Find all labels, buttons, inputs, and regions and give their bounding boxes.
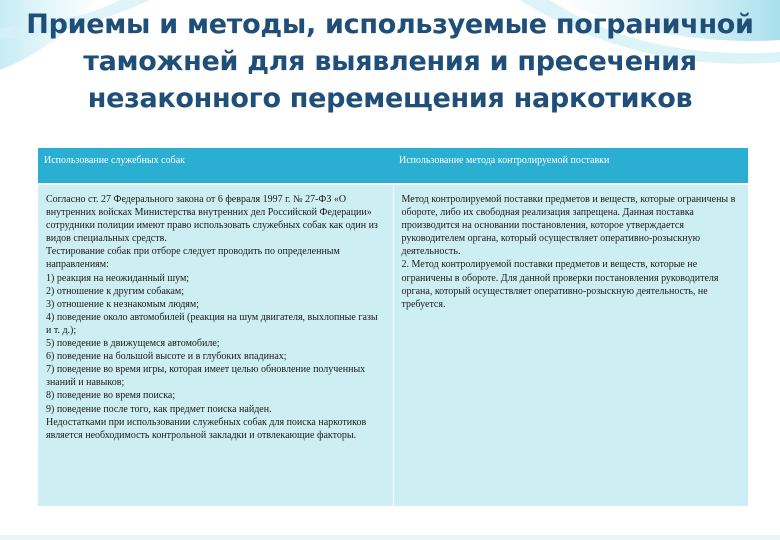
dogs-testing-intro: Тестирование собак при отборе следует проводить по определенным направлениям: (46, 246, 340, 271)
comparison-table (38, 148, 748, 506)
table-header-row (38, 148, 748, 184)
dogs-legal-basis: Согласно ст. 27 Федерального закона от 6 февраля 1997 г. № 27-ФЗ «О внутренних войсках Министерства внутренних дел Российской Федерации» сотрудники полиции имеют право использовать служебных собак как один из видов специальных средств. (46, 194, 378, 245)
dogs-test-item: 6) поведение на большой высоте и в глубоких впадинах; (46, 351, 287, 363)
cell-controlled-delivery (393, 184, 748, 506)
dogs-test-item: 1) реакция на неожиданный шум; (46, 272, 190, 284)
dogs-test-item: 7) поведение во время игры, которая имеет целью обновление полученных знаний и навыков; (46, 364, 366, 389)
slide-title: Приемы и методы, используемые пограничной таможней для выявления и пресечения незаконного перемещения наркотиков (26, 9, 754, 114)
cell-service-dogs (38, 184, 393, 506)
dogs-test-item: 9) поведение после того, как предмет поиска найден. (46, 403, 272, 415)
table-body-row (38, 184, 748, 506)
dogs-test-item: 5) поведение в движущемся автомобиле; (46, 338, 220, 350)
dogs-test-item: 3) отношение к незнакомым людям; (46, 298, 199, 310)
header-cell-service-dogs: Использование служебных собак (38, 148, 393, 184)
header-cell-controlled-delivery: Использование метода контролируемой поставки (393, 148, 748, 184)
delivery-method-1: Метод контролируемой поставки предметов и веществ, которые ограничены в обороте, либо их свободная реализация запрещена. Данная поставка производится на основании постановления, которое утверждается руководителем органа, который осуществляет оперативно-розыскную деятельность. (401, 194, 736, 258)
delivery-method-2: 2. Метод контролируемой поставки предметов и веществ, которые не ограничены в обороте. Для данной проверки постановления руководителя органа, который осуществляет оперативно-розыскную деятельность, не требуется. (401, 259, 719, 310)
dogs-drawbacks: Недостатками при использовании служебных собак для поиска наркотиков является необходимость контрольной закладки и отвлекающие факторы. (46, 416, 367, 441)
dogs-test-item: 4) поведение около автомобилей (реакция на шум двигателя, выхлопные газы и т. д.); (46, 311, 378, 336)
dogs-test-item: 8) поведение во время поиска; (46, 390, 176, 402)
dogs-test-item: 2) отношение к другим собакам; (46, 285, 185, 297)
